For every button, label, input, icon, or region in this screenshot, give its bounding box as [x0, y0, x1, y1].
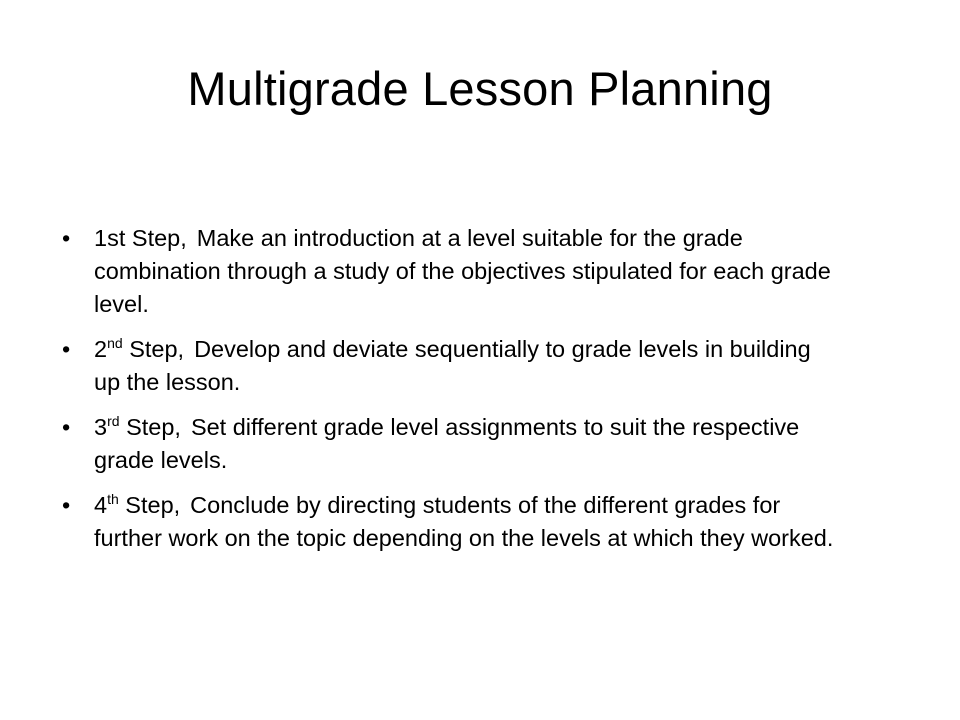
- step-number: 3: [94, 414, 108, 440]
- bullet-icon: •: [62, 492, 71, 518]
- ordinal-suffix: th: [107, 491, 119, 508]
- step-text: Conclude by directing students of the different grades for further work on the topic depending on the levels at which they worked.: [94, 492, 834, 551]
- bullet-list: [62, 222, 842, 567]
- step-word: Step,: [125, 492, 181, 518]
- bullet-icon: •: [62, 336, 71, 362]
- bullet-step-3: [62, 411, 842, 477]
- step-word: Step,: [126, 414, 181, 440]
- ordinal-suffix: nd: [107, 335, 123, 352]
- bullet-step-2: [62, 333, 842, 399]
- step-label: [94, 492, 180, 518]
- slide-title: Multigrade Lesson Planning: [187, 62, 773, 115]
- step-label: [94, 225, 187, 251]
- step-text: Set different grade level assignments to suit the respective grade levels.: [94, 414, 800, 473]
- step-text: Make an introduction at a level suitable for the grade combination through a study of the objectives stipulated for each grade level.: [94, 225, 831, 317]
- step-number: 4: [94, 492, 108, 518]
- step-number: 1st: [94, 225, 126, 251]
- bullet-step-1: [62, 222, 842, 321]
- bullet-step-4: [62, 489, 842, 555]
- bullet-icon: •: [62, 225, 71, 251]
- step-word: Step,: [129, 336, 185, 362]
- step-label: [94, 414, 181, 440]
- bullet-icon: •: [62, 414, 71, 440]
- step-label: [94, 336, 184, 362]
- step-number: 2: [94, 336, 108, 362]
- step-word: Step,: [131, 225, 187, 251]
- step-text: Develop and deviate sequentially to grade levels in building up the lesson.: [94, 336, 811, 395]
- ordinal-suffix: rd: [107, 413, 120, 430]
